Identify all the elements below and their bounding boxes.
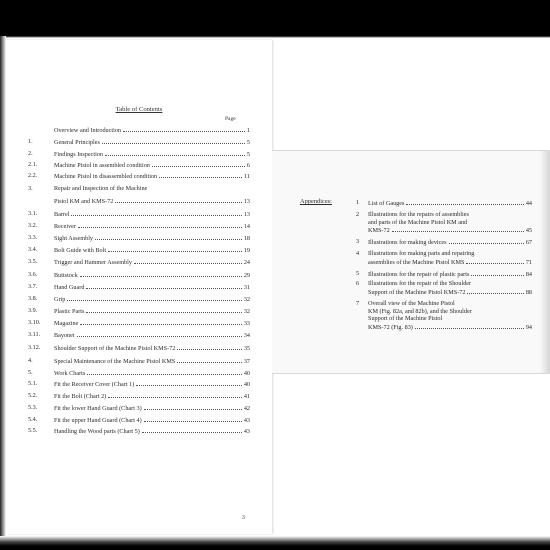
toc-entry-number: 4.	[28, 357, 33, 364]
toc-entry-page: 13	[243, 198, 250, 205]
appendix-item	[356, 238, 532, 246]
right-page	[272, 150, 550, 374]
dot-leader	[86, 283, 241, 289]
dot-leader	[95, 234, 242, 240]
toc-entry-number: 2.2.	[28, 172, 38, 179]
toc-entry-number: 3.5.	[28, 258, 38, 265]
scan-border-bottom	[0, 536, 550, 550]
toc-entry-title: Fit the Receiver Cover (Chart 1)	[54, 381, 135, 388]
appendix-line: assemblies of the Machine Pistol KMS	[368, 258, 465, 266]
toc-entry-title: Machine Pistol in assembled condition	[54, 162, 150, 169]
footer-page-number: 3	[242, 515, 245, 521]
toc-entry	[28, 161, 250, 169]
dot-leader	[67, 295, 241, 301]
toc-entry	[28, 295, 250, 303]
dot-leader	[86, 307, 241, 313]
dot-leader	[87, 369, 242, 375]
toc-entry-page: 32	[243, 296, 250, 303]
toc-entry	[28, 197, 250, 205]
appendix-item	[356, 250, 532, 265]
toc-entry-number: 2.1.	[28, 161, 38, 168]
toc-entry-page: 11	[244, 173, 250, 180]
dot-leader	[80, 271, 242, 277]
appendix-item	[356, 211, 532, 234]
appendix-line: Illustrations for the repairs of assemblies	[368, 211, 469, 218]
toc-entry-number: 3.3.	[28, 234, 38, 241]
toc-entry-title: Findings Inspection	[54, 151, 103, 158]
toc-entry-title: Overview and Introduction	[54, 127, 122, 134]
toc-entry-title: Magazine	[54, 320, 79, 327]
appendix-item	[356, 199, 532, 207]
dot-leader	[144, 404, 242, 410]
left-page	[6, 40, 272, 534]
toc-entry	[28, 185, 250, 193]
dot-leader	[115, 197, 242, 203]
toc-entry-page: 40	[243, 370, 250, 377]
toc-entry-page: 5	[246, 151, 250, 158]
appendix-line: Illustrations for the repair of the Shoulder	[368, 280, 472, 287]
dot-leader	[144, 416, 242, 422]
toc-entry	[28, 222, 250, 230]
dot-leader	[77, 331, 242, 337]
appendix-page: 94	[525, 323, 532, 331]
toc-entry-title: Machine Pistol in disassembled condition	[54, 173, 158, 180]
toc-entry-page: 24	[243, 259, 250, 266]
toc-entry-number: 3.2.	[28, 222, 38, 229]
scan-border-top	[0, 0, 550, 38]
toc-entry-page: 19	[243, 247, 250, 254]
toc-entry-number: 1.	[28, 138, 33, 145]
toc-entry-title: Grip	[54, 296, 66, 303]
toc-entry-page: 13	[243, 211, 250, 218]
toc-entry-page: 43	[243, 417, 250, 424]
dot-leader	[123, 126, 245, 132]
appendix-line: Support of the Machine Pistol	[368, 315, 443, 322]
toc-entry-page: 1	[246, 127, 250, 134]
dot-leader	[392, 226, 524, 232]
toc-entry-page: 18	[243, 235, 250, 242]
toc-entry-number: 5.3.	[28, 404, 38, 411]
toc-entry	[28, 416, 250, 424]
appendix-line: KM (Fig. 82a, and 82b), and the Shoulder	[368, 307, 472, 315]
toc-entry-title: Fit the lower Hand Guard (Chart 3)	[54, 405, 142, 412]
appendix-number: 2	[356, 211, 360, 218]
toc-entry-title: Sight Assembly	[54, 235, 94, 242]
appendix-line: Support of the Machine Pistol KMS-72	[368, 288, 466, 296]
toc-entry	[28, 369, 250, 377]
toc-entry	[28, 172, 250, 180]
toc-entry	[28, 404, 250, 412]
dot-leader	[471, 270, 523, 276]
appendix-number: 3	[356, 238, 360, 245]
toc-entry-number: 3.6.	[28, 271, 38, 278]
toc-entry-page: 29	[243, 272, 250, 279]
toc-entry	[28, 150, 250, 158]
toc-entry-page: 34	[243, 332, 250, 339]
dot-leader	[406, 199, 523, 205]
toc-entry-page: 6	[246, 162, 250, 169]
appendix-line: Overall view of the Machine Pistol	[368, 300, 455, 307]
dot-leader	[80, 319, 241, 325]
dot-leader	[152, 161, 245, 167]
dot-leader	[415, 323, 524, 329]
dot-leader	[105, 150, 245, 156]
toc-entry-page: 40	[243, 381, 250, 388]
toc-entry-title: Hand Guard	[54, 284, 85, 291]
appendix-line: and parts of the Machine Pistol KM and	[368, 218, 468, 226]
toc-entry-title: Barrel	[54, 211, 70, 218]
toc-entry-page: 35	[243, 345, 250, 352]
toc-entry	[28, 392, 250, 400]
toc-entry-number: 5.2.	[28, 392, 38, 399]
toc-entry-title: Bayonet	[54, 332, 75, 339]
toc-entry-number: 3.11.	[28, 331, 41, 338]
dot-leader	[136, 380, 242, 386]
appendix-line: KMS-72 (Fig. 83)	[368, 323, 413, 331]
page-shadow	[540, 151, 550, 373]
toc-entry-number: 3.	[28, 185, 33, 192]
appendix-page: 71	[525, 258, 532, 266]
toc-title: Table of Contents	[115, 106, 163, 113]
toc-entry-number: 5.5.	[28, 427, 38, 434]
appendix-page: 88	[525, 288, 532, 296]
toc-entry-page: 14	[243, 223, 250, 230]
toc-entry-number: 5.	[28, 369, 33, 376]
appendix-page: 45	[525, 227, 532, 234]
dot-leader	[466, 258, 523, 264]
toc-entry	[28, 427, 250, 435]
dot-leader	[102, 138, 245, 144]
toc-entry-title: Bolt Guide with Bolt	[54, 247, 107, 254]
dot-leader	[177, 344, 241, 350]
toc-entry-title: Trigger and Hammer Assembly	[54, 259, 132, 266]
toc-entry-page: 5	[246, 139, 250, 146]
toc-entry-page: 31	[243, 284, 250, 291]
toc-entry	[28, 380, 250, 388]
toc-entry-page: 32	[243, 308, 250, 315]
toc-entry-title: Fit the upper Hand Guard (Chart 4)	[54, 417, 142, 424]
appendix-number: 7	[356, 300, 360, 307]
toc-entry-number: 3.1.	[28, 210, 38, 217]
toc-entry-title: Special Maintenance of the Machine Pistol KMS	[54, 358, 176, 365]
toc-entry	[28, 234, 250, 242]
toc-entry-title: Buttstock	[54, 272, 78, 279]
toc-entry	[28, 319, 250, 327]
toc-entry	[28, 246, 250, 254]
toc-entry-title: Shoulder Support of the Machine Pistol KMS-72	[54, 345, 176, 352]
toc-entry-title: Work Charts	[54, 370, 86, 377]
appendix-page: 44	[525, 200, 532, 207]
appendix-line: KMS-72	[368, 227, 390, 234]
appendix-number: 6	[356, 280, 360, 287]
dot-leader	[177, 357, 241, 363]
toc-entry	[28, 210, 250, 218]
appendix-line: List of Gauges	[368, 200, 405, 207]
toc-entry	[28, 357, 250, 365]
toc-entry	[28, 126, 250, 134]
appendix-page: 84	[525, 271, 532, 278]
appendix-number: 5	[356, 270, 360, 277]
appendix-line: Illustrations for the repair of plastic parts	[368, 271, 470, 278]
toc-entry-number: 3.4.	[28, 246, 38, 253]
toc-entry-title: Fit the Bolt (Chart 2)	[54, 393, 107, 400]
toc-entry	[28, 331, 250, 339]
toc-entry-title: Receiver	[54, 223, 76, 230]
dot-leader	[108, 392, 242, 398]
appendix-item	[356, 280, 532, 295]
toc-entry-number: 5.4.	[28, 416, 38, 423]
toc-entry-page: 41	[243, 393, 250, 400]
appendix-line: Illustrations for making parts and repairing	[368, 250, 475, 257]
toc-entry-number: 2.	[28, 150, 33, 157]
toc-entry	[28, 307, 250, 315]
toc-entry-title: Pistol KM and KMS-72	[54, 198, 114, 205]
dot-leader	[108, 246, 242, 252]
appendix-page: 67	[525, 239, 532, 246]
dot-leader	[467, 288, 523, 294]
appendices-label: Appendices:	[300, 198, 332, 205]
appendix-item	[356, 270, 532, 278]
dot-leader	[134, 258, 242, 264]
toc-entry-title: General Principles	[54, 139, 100, 146]
toc-entry	[28, 271, 250, 279]
toc-entry-number: 3.7.	[28, 283, 38, 290]
toc-entry-number: 5.1.	[28, 380, 38, 387]
toc-entry-number: 3.12.	[28, 344, 41, 351]
toc-entry	[28, 138, 250, 146]
appendix-line: Illustrations for making devices	[368, 239, 447, 246]
toc-entry-page: 33	[243, 320, 250, 327]
toc-entry-page: 43	[243, 428, 250, 435]
toc-entry-number: 3.8.	[28, 295, 38, 302]
dot-leader	[71, 210, 241, 216]
toc-entry-page: 37	[243, 358, 250, 365]
toc-entry-title: Handling the Wood parts (Chart 5)	[54, 428, 140, 435]
appendix-number: 4	[356, 250, 360, 257]
appendix-item	[356, 300, 532, 330]
toc-entry-number: 3.9.	[28, 307, 38, 314]
page-column-header: Page	[225, 116, 236, 122]
toc-entry-title: Repair and Inspection of the Machine	[54, 185, 148, 192]
dot-leader	[78, 222, 242, 228]
toc-entry-number: 3.10.	[28, 319, 41, 326]
toc-entry-page: 42	[243, 405, 250, 412]
toc-entry	[28, 344, 250, 352]
toc-entry	[28, 258, 250, 266]
toc-entry	[28, 283, 250, 291]
toc-entry-title: Plastic Parts	[54, 308, 85, 315]
dot-leader	[449, 238, 524, 244]
dot-leader	[142, 427, 242, 433]
appendix-number: 1	[356, 199, 360, 206]
dot-leader	[159, 172, 242, 178]
